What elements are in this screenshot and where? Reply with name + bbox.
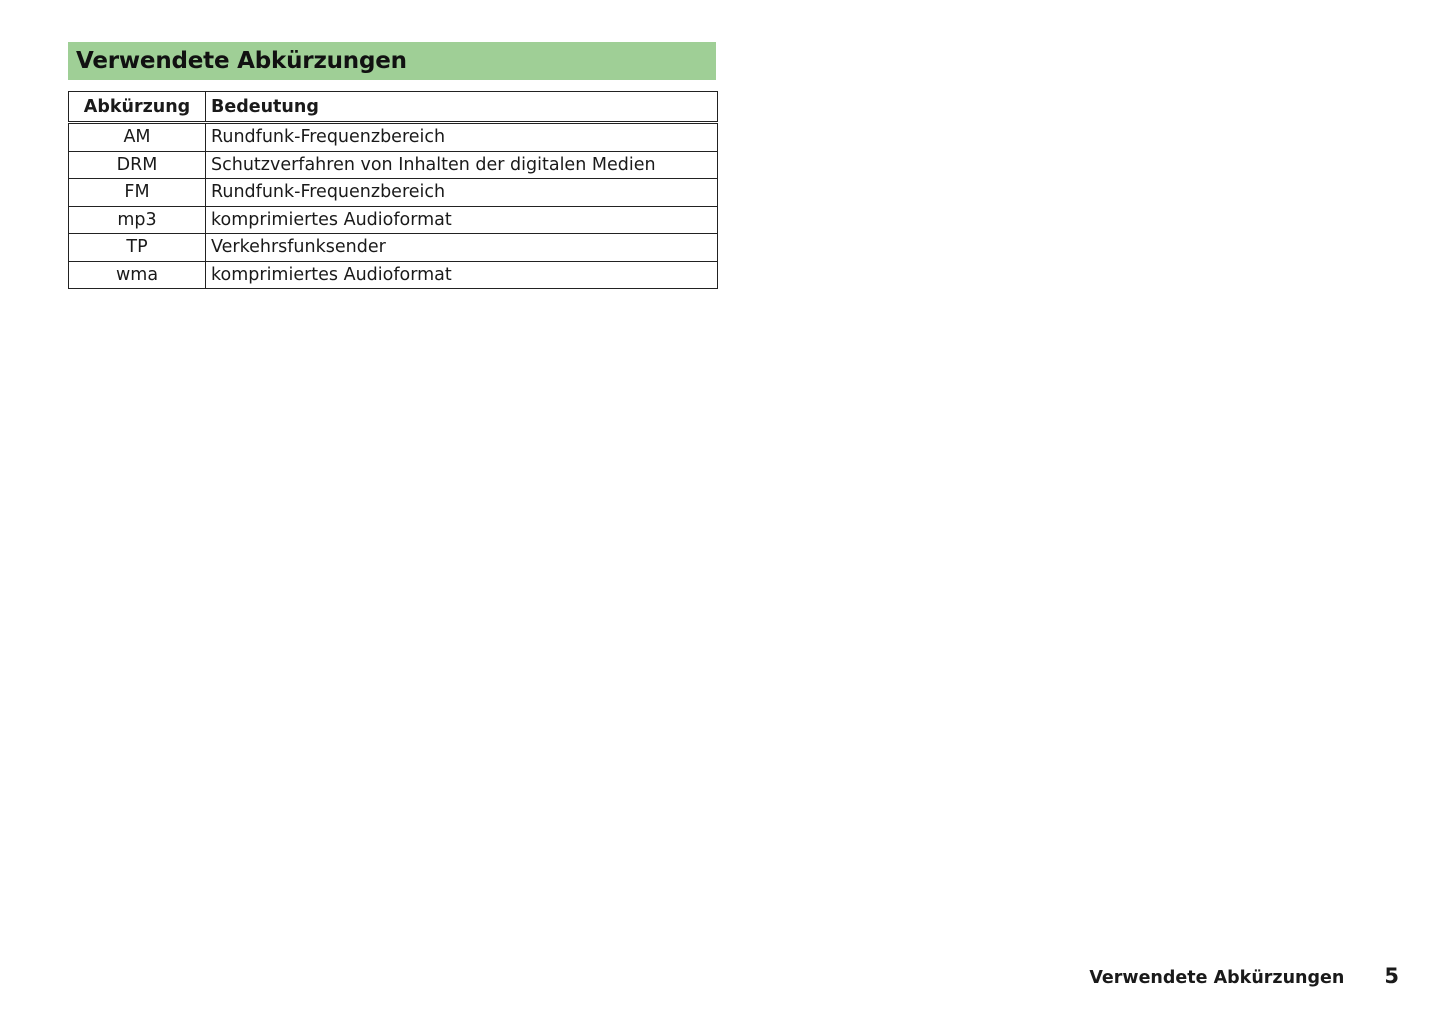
column-header-meaning: Bedeutung	[206, 92, 718, 123]
abbreviation-cell: FM	[69, 179, 206, 207]
section-heading-bar	[68, 42, 716, 80]
table-row	[69, 123, 718, 152]
meaning-cell: Schutzverfahren von Inhalten der digitalen Medien	[206, 151, 718, 179]
meaning-cell: Rundfunk-Frequenzbereich	[206, 179, 718, 207]
section-title: Verwendete Abkürzungen	[76, 48, 407, 74]
footer-section-title: Verwendete Abkürzungen	[1089, 968, 1345, 988]
table-row	[69, 206, 718, 234]
meaning-cell: Rundfunk-Frequenzbereich	[206, 123, 718, 152]
abbreviation-cell: TP	[69, 234, 206, 262]
meaning-cell: komprimiertes Audioformat	[206, 261, 718, 289]
table-header-row	[69, 92, 718, 123]
table-row	[69, 179, 718, 207]
abbreviation-cell: mp3	[69, 206, 206, 234]
table-row	[69, 151, 718, 179]
abbreviations-table	[68, 91, 718, 289]
table-row	[69, 234, 718, 262]
meaning-cell: Verkehrsfunksender	[206, 234, 718, 262]
column-header-abbreviation: Abkürzung	[69, 92, 206, 123]
meaning-cell: komprimiertes Audioformat	[206, 206, 718, 234]
page-number: 5	[1384, 964, 1399, 988]
abbreviation-cell: DRM	[69, 151, 206, 179]
page-footer	[1089, 964, 1399, 988]
abbreviation-cell: wma	[69, 261, 206, 289]
abbreviation-cell: AM	[69, 123, 206, 152]
table-row	[69, 261, 718, 289]
